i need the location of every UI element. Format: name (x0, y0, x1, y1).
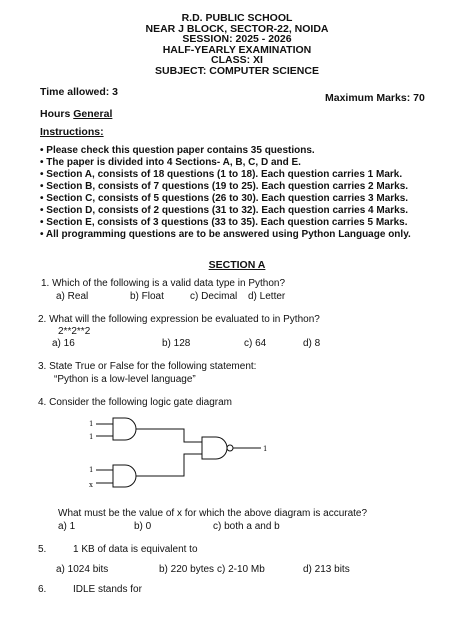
input-label-3: 1 (89, 466, 94, 474)
instruction-item: • All programming questions are to be answered using Python Language only. (40, 229, 411, 240)
instructions-heading: Instructions: (40, 126, 104, 138)
instruction-item: • The paper is divided into 4 Sections- A, B, C, D and E. (40, 157, 301, 168)
school-address: NEAR J BLOCK, SECTOR-22, NOIDA (145, 22, 329, 35)
exam-title: HALF-YEARLY EXAMINATION (162, 43, 312, 56)
q2-option-d: d) 8 (303, 338, 321, 349)
q2-option-c: c) 64 (244, 338, 267, 349)
and-gate-bottom (96, 454, 202, 487)
q2-expression: 2**2**2 (58, 326, 91, 337)
hours-general: General (73, 108, 113, 120)
class-label: CLASS: XI (211, 54, 263, 66)
instruction-item: • Section B, consists of 7 questions (19 to 25). Each question carries 2 Marks. (40, 181, 409, 192)
input-label-2: 1 (89, 433, 94, 441)
question-1: 1. Which of the following is a valid data type in Python? (41, 278, 286, 289)
q5-option-b: b) 220 bytes (159, 564, 215, 575)
q5-number: 5. (38, 544, 47, 555)
q5-option-c: c) 2-10 Mb (217, 564, 265, 575)
question-5: 1 KB of data is equivalent to (73, 544, 198, 555)
output-label: 1 (263, 445, 268, 453)
q3-statement: “Python is a low-level language” (54, 374, 196, 385)
q4-option-a: a) 1 (58, 521, 76, 532)
q5-option-a: a) 1024 bits (56, 564, 109, 575)
q4-option-c: c) both a and b (213, 521, 280, 532)
subject-label: SUBJECT: COMPUTER SCIENCE (155, 64, 319, 77)
school-name: R.D. PUBLIC SCHOOL (181, 12, 293, 24)
instruction-item: • Section D, consists of 2 questions (31 to 32). Each question carries 4 Marks. (40, 205, 409, 216)
instruction-item: • Section C, consists of 5 questions (26 to 30). Each question carries 3 Marks. (40, 193, 409, 204)
instruction-item: • Please check this question paper contains 35 questions. (40, 145, 315, 156)
q4-subquestion: What must be the value of x for which the above diagram is accurate? (58, 508, 368, 519)
q1-option-d: d) Letter (248, 291, 286, 302)
nand-gate (202, 437, 261, 459)
question-2: 2. What will the following expression be evaluated to in Python? (38, 314, 320, 325)
q4-option-b: b) 0 (134, 521, 152, 532)
logic-gate-diagram (80, 410, 280, 496)
hours-prefix: Hours (40, 108, 74, 120)
q1-option-a: a) Real (56, 291, 89, 302)
q2-option-b: b) 128 (162, 338, 191, 349)
question-3: 3. State True or False for the following statement: (38, 361, 257, 372)
time-allowed: Time allowed: 3 (40, 86, 118, 98)
max-marks: Maximum Marks: 70 (325, 92, 425, 104)
q2-option-a: a) 16 (52, 338, 75, 349)
q5-option-d: d) 213 bits (303, 564, 350, 575)
q6-number: 6. (38, 584, 47, 595)
session: SESSION: 2025 - 2026 (182, 33, 292, 45)
input-label-x: x (89, 481, 93, 489)
input-label-1: 1 (89, 420, 94, 428)
section-title: SECTION A (208, 259, 266, 271)
hours-line (40, 108, 112, 120)
question-4: 4. Consider the following logic gate diagram (38, 397, 232, 408)
q1-option-b: b) Float (130, 291, 164, 302)
and-gate-top (96, 418, 202, 442)
instruction-item: • Section E, consists of 3 questions (33 to 35). Each question carries 5 Marks. (40, 217, 408, 228)
question-6: IDLE stands for (73, 584, 142, 595)
instruction-item: • Section A, consists of 18 questions (1 to 18). Each question carries 1 Mark. (40, 169, 403, 180)
q1-option-c: c) Decimal (190, 291, 238, 302)
